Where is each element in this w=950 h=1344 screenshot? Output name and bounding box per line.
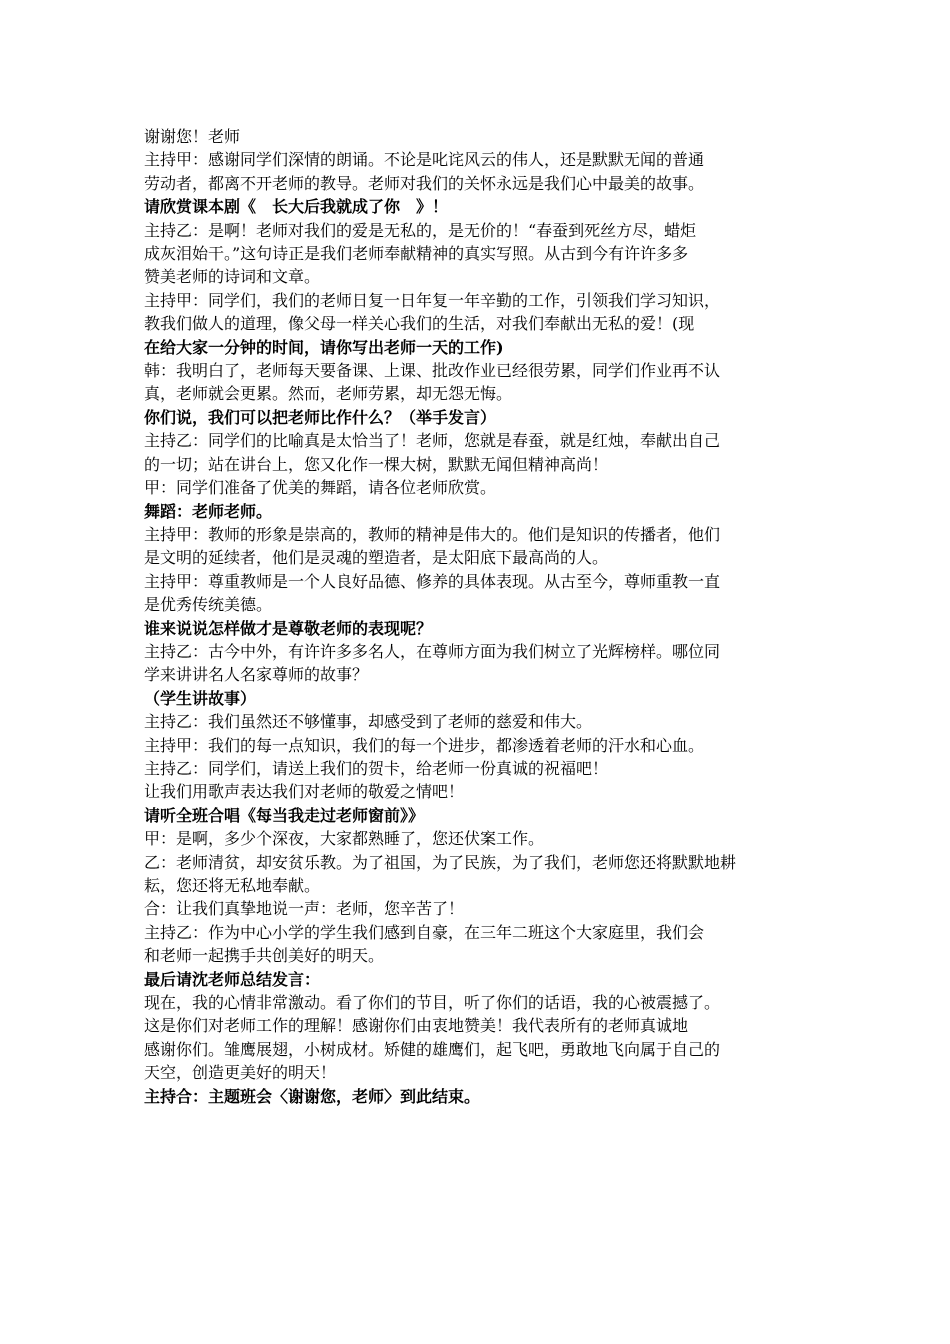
text-line: 主持乙：古今中外，有许许多多名人，在尊师方面为我们树立了光辉榜样。哪位同 — [144, 641, 721, 661]
text-line: 合：让我们真挚地说一声：老师，您辛苦了！ — [144, 899, 465, 919]
bold-heading-line: 舞蹈：老师老师。 — [144, 501, 273, 521]
text-line: 这是你们对老师工作的理解！感谢你们由衷地赞美！我代表所有的老师真诚地 — [144, 1016, 689, 1036]
text-line: 主持乙：作为中心小学的学生我们感到自豪，在三年二班这个大家庭里，我们会 — [144, 922, 705, 942]
text-line: 主持乙：是啊！老师对我们的爱是无私的，是无价的！“春蚕到死丝方尽，蜡炬 — [144, 220, 697, 240]
text-line: 耘，您还将无私地奉献。 — [144, 876, 321, 895]
text-line: 主持甲：教师的形象是崇高的，教师的精神是伟大的。他们是知识的传播者，他们 — [144, 524, 721, 544]
text-line: 成灰泪始干。”这句诗正是我们老师奉献精神的真实写照。从古到今有许许多多 — [144, 244, 689, 264]
text-line: 主持乙：同学们的比喻真是太恰当了！老师，您就是春蚕，就是红烛，奉献出自己 — [144, 431, 721, 451]
text-line: 甲：是啊，多少个深夜，大家都熟睡了，您还伏案工作。 — [144, 829, 545, 849]
bold-heading-line: 主持合：主题班会〈谢谢您，老师〉到此结束。 — [144, 1086, 481, 1106]
bold-heading-line: 最后请沈老师总结发言： — [144, 969, 321, 989]
text-line: 谢谢您！老师 — [144, 127, 241, 146]
bold-heading-line: 请听全班合唱《每当我走过老师窗前》》 — [144, 805, 425, 825]
text-line: 主持乙：我们虽然还不够懂事，却感受到了老师的慈爱和伟大。 — [144, 712, 593, 732]
bold-heading-line: （学生讲故事） — [144, 688, 257, 708]
text-line: 和老师一起携手共创美好的明天。 — [144, 946, 385, 966]
text-line: 让我们用歌声表达我们对老师的敬爱之情吧！ — [144, 782, 465, 802]
text-line: 学来讲讲名人名家尊师的故事？ — [144, 665, 369, 685]
text-line: 乙：老师清贫，却安贫乐教。为了祖国，为了民族，为了我们，老师您还将默默地耕 — [144, 852, 737, 872]
text-line: 真，老师就会更累。然而，老师劳累，却无怨无悔。 — [144, 384, 513, 404]
text-line: 主持甲：我们的每一点知识，我们的每一个进步，都渗透着老师的汗水和心血。 — [144, 735, 705, 755]
text-line: 现在，我的心情非常激动。看了你们的节目，听了你们的话语，我的心被震撼了。 — [144, 993, 721, 1013]
text-line: 是优秀传统美德。 — [144, 595, 273, 615]
text-line: 劳动者，都离不开老师的教导。老师对我们的关怀永远是我们心中最美的故事。 — [144, 173, 705, 193]
text-line: 主持甲：尊重教师是一个人良好品德、修养的具体表现。从古至今，尊师重教一直 — [144, 571, 721, 591]
bold-heading-line: 你们说，我们可以把老师比作什么？（举手发言） — [144, 407, 497, 427]
text-line: 天空，创造更美好的明天！ — [144, 1063, 337, 1083]
bold-heading-line: 在给大家一分钟的时间，请你写出老师一天的工作) — [144, 337, 504, 357]
text-line: 韩：我明白了，老师每天要备课、上课、批改作业已经很劳累，同学们作业再不认 — [144, 361, 721, 381]
text-line: 的一切；站在讲台上，您又化作一棵大树，默默无闻但精神高尚！ — [144, 454, 609, 474]
text-line: 是文明的延续者，他们是灵魂的塑造者，是太阳底下最高尚的人。 — [144, 548, 609, 568]
text-line: 甲：同学们准备了优美的舞蹈，请各位老师欣赏。 — [144, 478, 497, 498]
text-line: 主持乙：同学们，请送上我们的贺卡，给老师一份真诚的祝福吧！ — [144, 758, 609, 778]
text-line: 主持甲：感谢同学们深情的朗诵。不论是叱诧风云的伟人，还是默默无闻的普通 — [144, 150, 705, 170]
bold-heading-line: 谁来说说怎样做才是尊敬老师的表现呢？ — [144, 618, 433, 638]
text-line: 主持甲：同学们，我们的老师日复一日年复一年辛勤的工作，引领我们学习知识， — [144, 290, 721, 310]
text-line: 教我们做人的道理，像父母一样关心我们的生活，对我们奉献出无私的爱！(现 — [144, 314, 695, 334]
text-line: 感谢你们。雏鹰展翅，小树成材。矫健的雄鹰们，起飞吧，勇敢地飞向属于自己的 — [144, 1039, 721, 1059]
bold-heading-line: 请欣赏课本剧《 长大后我就成了你 》！ — [144, 197, 449, 217]
document-body — [144, 125, 808, 1108]
text-line: 赞美老师的诗词和文章。 — [144, 267, 321, 287]
